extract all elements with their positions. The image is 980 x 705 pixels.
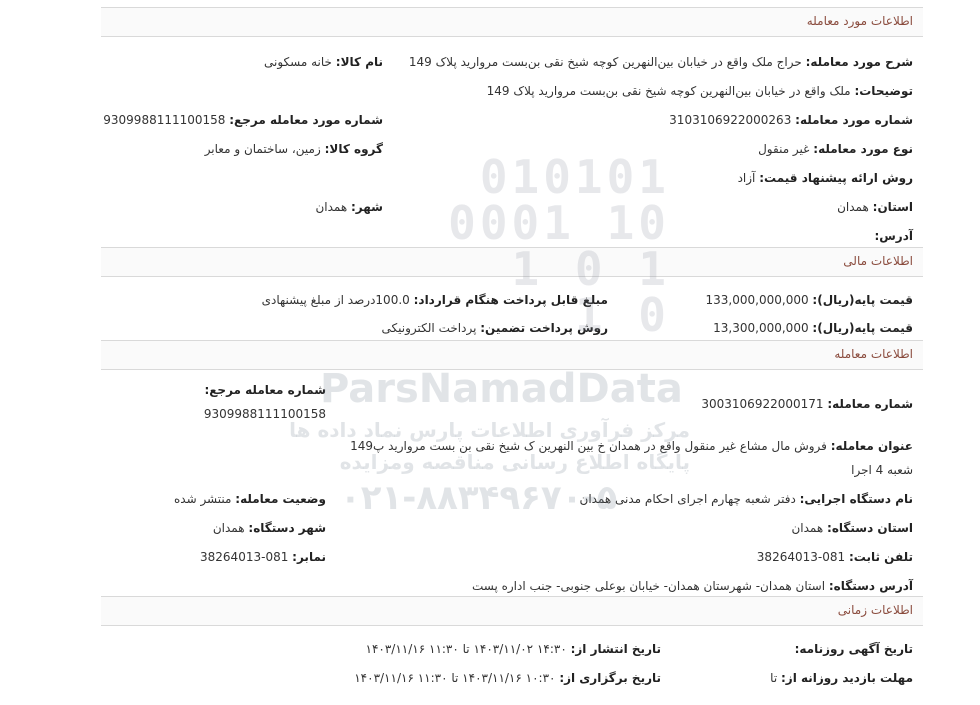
hold-date-value: ۱۰:۳۰ ۱۴۰۳/۱۱/۱۶ تا ۱۱:۳۰ ۱۴۰۳/۱۱/۱۶ <box>354 671 556 685</box>
deal-description-value: حراج ملک واقع در خیابان بین‌النهرین کوچه شیخ نقی بن‌بست مروارید پلاک 149 <box>408 55 802 69</box>
agency-address-value: استان همدان- شهرستان همدان- خیابان بوعلی جنوبی- جنب اداره پست <box>471 579 826 593</box>
agency-city-row <box>213 521 326 535</box>
transaction-title-value: فروش مال مشاع غیر منقول واقع در همدان خ بین النهرین ک شیخ نقی بن بست مروارید پ149 <box>350 439 827 453</box>
ref-number-row <box>103 113 383 127</box>
section-title: اطلاعات معامله <box>834 347 913 361</box>
section-deal-info-header <box>101 7 923 37</box>
deal-number-value: 3103106922000263 <box>669 113 792 127</box>
watermark-line1: مرکز فرآوری اطلاعات پارس نماد داده ها <box>289 418 690 442</box>
phone-row <box>757 550 913 564</box>
notes-row <box>487 84 913 98</box>
base-price-2-row <box>713 321 913 335</box>
deal-description-row <box>409 55 913 69</box>
payable-row <box>262 293 608 307</box>
address-row <box>874 229 913 243</box>
section-title: اطلاعات زمانی <box>837 603 913 617</box>
agency-city-label: شهر دستگاه: <box>248 521 326 535</box>
watermark-line2: پایگاه اطلاع رسانی مناقصه ومزایده <box>339 450 690 474</box>
base-price-label: قیمت پایه(ریال): <box>812 293 913 307</box>
watermark-brand: ParsNamadData <box>320 366 683 412</box>
offer-method-value: آزاد <box>737 171 756 185</box>
province-row <box>837 200 913 214</box>
deal-description-label: شرح مورد معامله: <box>805 55 913 69</box>
city-value: همدان <box>315 200 348 214</box>
deal-type-label: نوع مورد معامله: <box>813 142 913 156</box>
city-label: شهر: <box>351 200 383 214</box>
ref-number-value: 9309988111100158 <box>103 113 226 127</box>
deal-type-row <box>758 142 913 156</box>
agency-city-value: همدان <box>212 521 245 535</box>
base-price-row <box>706 293 913 307</box>
agency-row <box>580 492 913 506</box>
watermark-phone: ۰۲۱-۸۸۳۴۹۶۷۰-۵ <box>340 478 618 518</box>
section-timing-header <box>101 596 923 626</box>
publish-date-value: ۱۴:۳۰ ۱۴۰۳/۱۱/۰۲ تا ۱۱:۳۰ ۱۴۰۳/۱۱/۱۶ <box>365 642 567 656</box>
guarantee-value: پرداخت الکترونیکی <box>381 321 477 335</box>
section-transaction-header <box>101 340 923 370</box>
notes-label: توضیحات: <box>854 84 913 98</box>
publish-date-label: تاریخ انتشار از: <box>570 642 661 656</box>
transaction-title-label: عنوان معامله: <box>830 439 913 453</box>
status-label: وضعیت معامله: <box>235 492 326 506</box>
transaction-ref-row <box>204 383 326 397</box>
section-title: اطلاعات مالی <box>843 254 913 268</box>
fax-row <box>200 550 326 564</box>
base-price-2-label: قیمت پایه(ریال): <box>812 321 913 335</box>
status-value: منتشر شده <box>173 492 232 506</box>
transaction-number-label: شماره معامله: <box>827 397 913 411</box>
item-group-label: گروه کالا: <box>324 142 383 156</box>
phone-label: تلفن ثابت: <box>848 550 913 564</box>
deal-number-label: شماره مورد معامله: <box>795 113 913 127</box>
item-group-value: زمین، ساختمان و معابر <box>204 142 321 156</box>
watermark-binary-1: 010101 <box>479 150 670 204</box>
offer-method-row <box>738 171 913 185</box>
guarantee-label: روش پرداخت تضمین: <box>480 321 608 335</box>
hold-date-label: تاریخ برگزاری از: <box>559 671 661 685</box>
transaction-ref-label: شماره معامله مرجع: <box>204 383 326 397</box>
visit-deadline-label: مهلت بازدید روزانه از: <box>781 671 913 685</box>
base-price-value: 133,000,000,000 <box>705 293 809 307</box>
transaction-title-row <box>350 439 913 453</box>
fax-value: 081-38264013 <box>200 550 289 564</box>
transaction-ref-value-row <box>204 407 326 421</box>
agency-label: نام دستگاه اجرایی: <box>799 492 913 506</box>
transaction-number-value: 3003106922000171 <box>701 397 824 411</box>
guarantee-row <box>382 321 608 335</box>
transaction-title-line2 <box>851 463 913 477</box>
section-title: اطلاعات مورد معامله <box>806 14 913 28</box>
transaction-title-value-2: شعبه 4 اجرا <box>851 463 913 477</box>
agency-province-label: استان دستگاه: <box>827 521 913 535</box>
payable-value: 100.0درصد از مبلغ پیشنهادی <box>261 293 410 307</box>
watermark-binary-2: 0001 10 <box>448 196 670 250</box>
agency-value: دفتر شعبه چهارم اجرای احکام مدنی همدان <box>579 492 796 506</box>
province-value: همدان <box>837 200 869 214</box>
transaction-ref-value: 9309988111100158 <box>203 407 326 421</box>
visit-deadline-row <box>770 671 913 685</box>
payable-label: مبلغ قابل پرداخت هنگام قرارداد: <box>413 293 608 307</box>
address-label: آدرس: <box>874 229 913 243</box>
agency-address-label: آدرس دستگاه: <box>828 579 913 593</box>
transaction-number-row <box>701 397 913 411</box>
ref-number-label: شماره مورد معامله مرجع: <box>229 113 383 127</box>
page-container <box>101 3 923 703</box>
section-financial-header <box>101 247 923 277</box>
newspaper-date-row <box>795 642 913 656</box>
item-name-value: خانه مسکونی <box>264 55 332 69</box>
agency-province-value: همدان <box>791 521 824 535</box>
item-group-row <box>205 142 383 156</box>
publish-date-row <box>366 642 661 656</box>
watermark-binary-4: 1 0 <box>574 288 670 342</box>
base-price-2-value: 13,300,000,000 <box>713 321 809 335</box>
deal-type-value: غیر منقول <box>758 142 810 156</box>
province-label: استان: <box>872 200 913 214</box>
offer-method-label: روش ارائه پیشنهاد قیمت: <box>759 171 913 185</box>
agency-address-row <box>472 579 913 593</box>
phone-value: 081-38264013 <box>756 550 846 564</box>
fax-label: نمابر: <box>292 550 326 564</box>
deal-number-row <box>669 113 913 127</box>
agency-province-row <box>791 521 913 535</box>
visit-deadline-value: تا <box>770 671 778 685</box>
status-row <box>174 492 326 506</box>
city-row <box>315 200 383 214</box>
newspaper-date-label: تاریخ آگهی روزنامه: <box>794 642 913 656</box>
item-name-label: نام کالا: <box>335 55 383 69</box>
notes-value: ملک واقع در خیابان بین‌النهرین کوچه شیخ نقی بن‌بست مروارید پلاک 149 <box>486 84 851 98</box>
item-name-row <box>264 55 383 69</box>
hold-date-row <box>354 671 661 685</box>
